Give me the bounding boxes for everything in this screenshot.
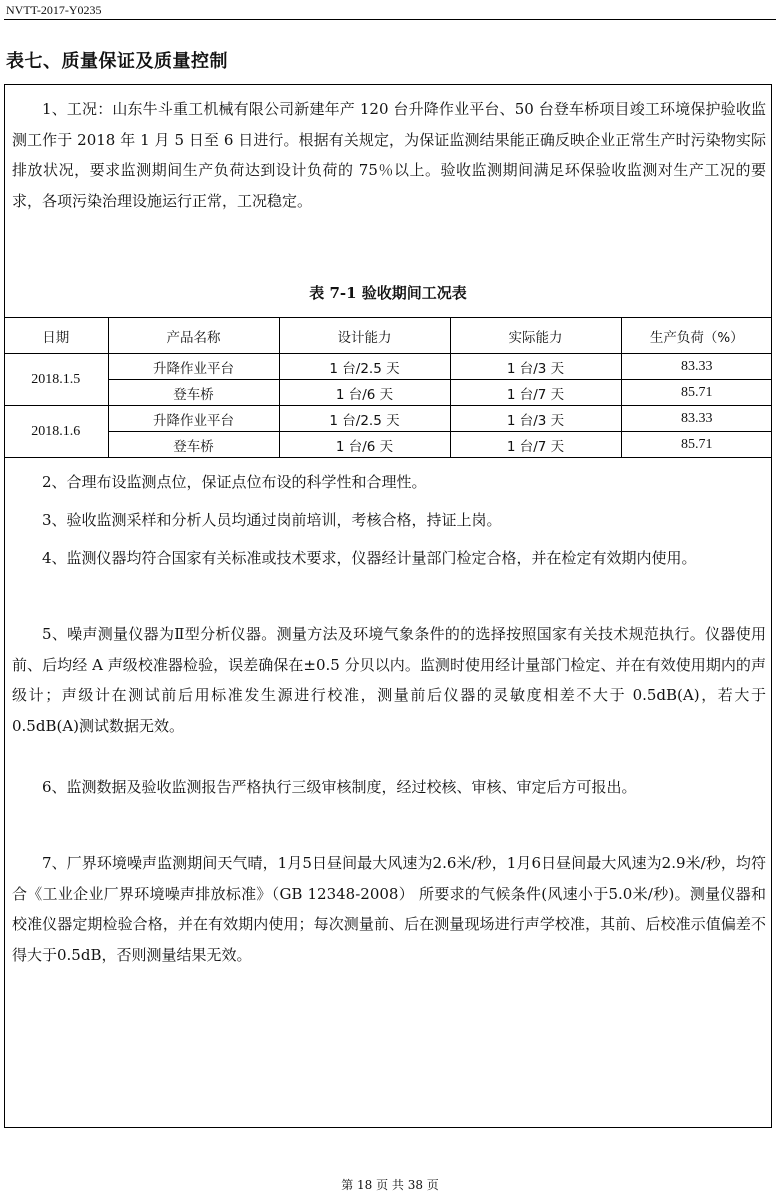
cell-load: 83.33 — [621, 354, 772, 380]
cell-load: 83.33 — [621, 406, 772, 432]
cell-product: 升降作业平台 — [108, 354, 279, 380]
paragraph-instruments: 4、监测仪器均符合国家有关标准或技术要求，仪器经计量部门检定合格，并在检定有效期内使用。 — [42, 549, 697, 567]
cell-actual: 1 台/7 天 — [450, 380, 621, 406]
paragraph-operating-conditions: 1、工况：山东牛斗重工机械有限公司新建年产 120 台升降作业平台、50 台登车桥项目竣工环境保护验收监测工作于 2018 年 1 月 5 日至 6 日进行。根据有关规定，为保证监测结果能正确反映企业正常生产时污染物实际排放状况，要求监测期间生产负荷达到设计负荷的 75％以上。验收监测期间满足环保验收监测对生产工况的要求，各项污染治理设施运行正常，工况稳定。 — [12, 100, 766, 210]
table-row — [4, 406, 772, 432]
cell-actual: 1 台/3 天 — [450, 406, 621, 432]
cell-design: 1 台/2.5 天 — [279, 406, 450, 432]
header-date: 日期 — [4, 318, 108, 354]
document-code: NVTT-2017-Y0235 — [6, 3, 102, 17]
paragraph-weather-conditions: 7、厂界环境噪声监测期间天气晴，1月5日昼间最大风速为2.6米/秒，1月6日昼间最大风速为2.9米/秒，均符合《工业企业厂界环境噪声排放标准》（GB 12348-2008） 所要求的气候条件(风速小于5.0米/秒)。测量仪器和校准仪器定期检验合格，并在有效期内使用；每次测量前、后在测量现场进行声学校准，其前、后校准示值偏差不得大于0.5dB，否则测量结果无效。 — [12, 854, 766, 964]
cell-design: 1 台/6 天 — [279, 380, 450, 406]
header-actual-capacity: 实际能力 — [450, 318, 621, 354]
header-design-capacity: 设计能力 — [279, 318, 450, 354]
cell-actual: 1 台/3 天 — [450, 354, 621, 380]
cell-actual: 1 台/7 天 — [450, 432, 621, 458]
cell-design: 1 台/2.5 天 — [279, 354, 450, 380]
cell-load: 85.71 — [621, 380, 772, 406]
page-number: 第 18 页 共 38 页 — [341, 1178, 439, 1192]
header-production-load: 生产负荷（%） — [621, 318, 772, 354]
paragraph-monitoring-points: 2、合理布设监测点位，保证点位布设的科学性和合理性。 — [42, 473, 427, 491]
cell-date: 2018.1.6 — [4, 406, 108, 458]
paragraph-data-review: 6、监测数据及验收监测报告严格执行三级审核制度，经过校核、审核、审定后方可报出。 — [42, 778, 637, 796]
table-row — [4, 354, 772, 380]
cell-product: 登车桥 — [108, 380, 279, 406]
cell-date: 2018.1.5 — [4, 354, 108, 406]
table-header-row — [4, 318, 772, 354]
header-product: 产品名称 — [108, 318, 279, 354]
header-rule — [4, 19, 776, 20]
paragraph-staff-training: 3、验收监测采样和分析人员均通过岗前培训，考核合格，持证上岗。 — [42, 511, 502, 529]
table-row — [4, 432, 772, 458]
paragraph-noise-instruments: 5、噪声测量仪器为Ⅱ型分析仪器。测量方法及环境气象条件的的选择按照国家有关技术规范执行。仪器使用前、后均经 A 声级校准器检验，误差确保在±0.5 分贝以内。监测时使用经计量部门检定、并在有效使用期内的声级计；声级计在测试前后用标准发生源进行校准，测量前后仪器的灵敏度相差不大于 0.5dB(A)，若大于 0.5dB(A)测试数据无效。 — [12, 625, 766, 735]
cell-product: 登车桥 — [108, 432, 279, 458]
cell-design: 1 台/6 天 — [279, 432, 450, 458]
table-row — [4, 380, 772, 406]
cell-product: 升降作业平台 — [108, 406, 279, 432]
cell-load: 85.71 — [621, 432, 772, 458]
section-title: 表七、质量保证及质量控制 — [6, 51, 228, 72]
operating-conditions-table — [4, 317, 772, 458]
table-title: 表 7-1 验收期间工况表 — [309, 284, 467, 302]
content-frame — [4, 84, 772, 1128]
